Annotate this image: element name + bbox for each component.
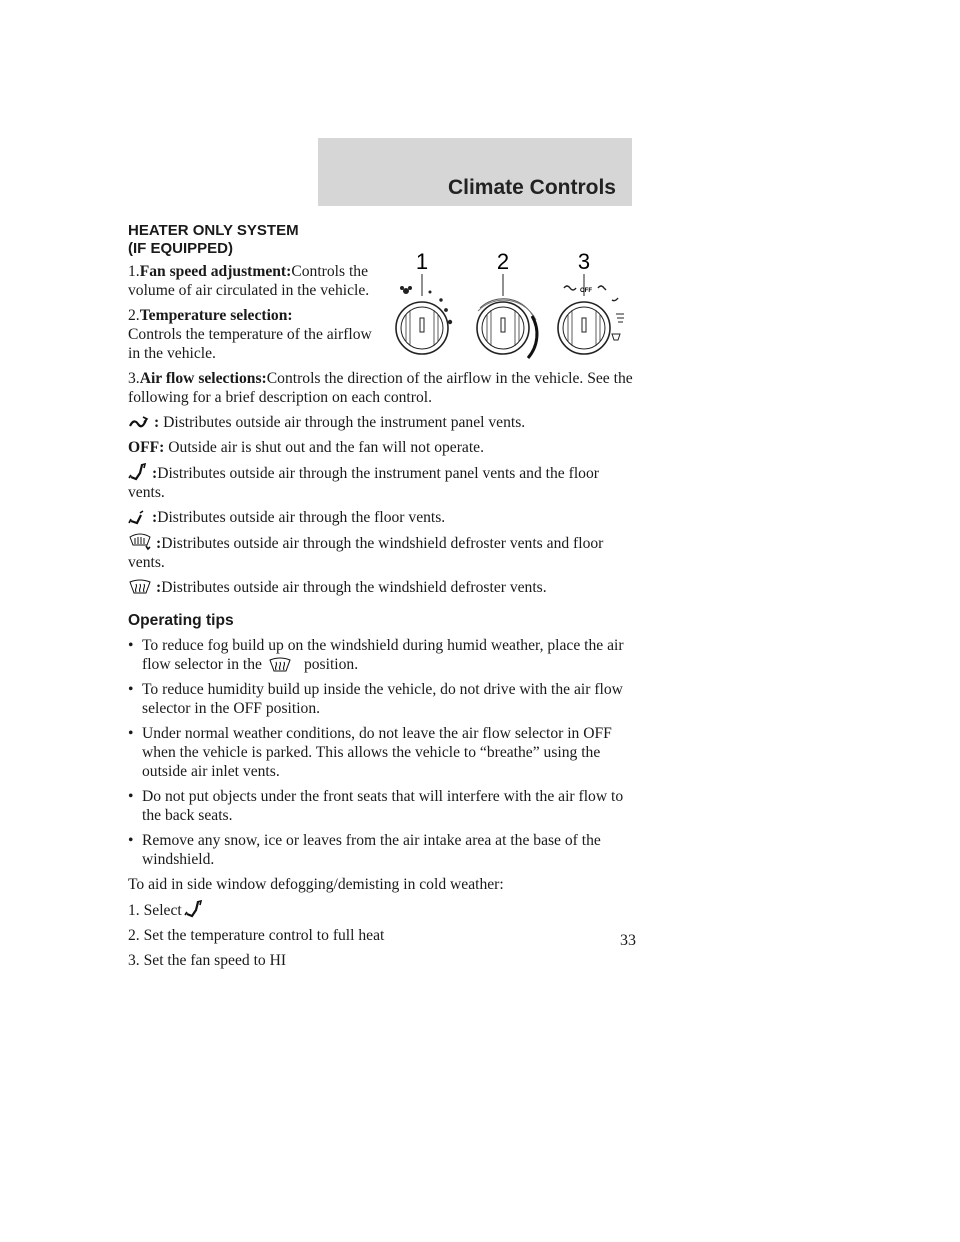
diagram-off-label: OFF [580,288,592,294]
bullet: • [128,681,134,698]
bullet: • [128,725,134,742]
control-item-1 [128,262,386,300]
airflow-mode-off [128,438,638,457]
diagram-label-3: 3 [577,249,591,274]
airflow-mode-label: OFF: [128,439,165,456]
control-item-3 [128,369,638,407]
floor-vent-icon [128,509,148,525]
control-num: 2. [128,307,140,324]
list-item [128,787,638,825]
defog-step-3: 3. Set the fan speed to HI [128,952,287,969]
airflow-mode-defrost-floor [128,533,638,572]
airflow-mode-label: : [152,509,158,526]
diagram-label-2: 2 [496,249,510,274]
airflow-mode-label: : [152,465,158,482]
operating-tips-heading: Operating tips [128,612,234,629]
defrost-icon [268,657,292,673]
tip-text: Do not put objects under the front seats that will interfere with the air flow to the back seats. [142,788,624,824]
defrost-floor-icon [128,533,152,551]
control-label: Temperature selection: [139,307,293,324]
panel-floor-vent-icon [128,463,148,481]
tip-text: To reduce humidity build up inside the vehicle, do not drive with the air flow selector in the OFF position. [142,681,623,717]
page-number: 33 [620,932,636,949]
airflow-mode-panel-floor [128,463,638,502]
control-text: Controls the direction of the airflow in the vehicle. See the following for a brief description on each control. [128,370,633,406]
header-band [318,138,632,206]
list-item [128,680,638,718]
defog-step-2: 2. Set the temperature control to full heat [128,927,385,944]
airflow-mode-text: Distributes outside air through the windshield defroster vents and floor vents. [128,535,604,571]
section-title-line1: HEATER ONLY SYSTEM [128,222,299,239]
control-text: Controls the temperature of the airflow in the vehicle. [128,326,372,362]
control-item-2 [128,306,386,363]
airflow-mode-text: Distributes outside air through the instrument panel vents and the floor vents. [128,465,599,501]
airflow-mode-label: : [154,414,160,431]
tip-text: Remove any snow, ice or leaves from the air intake area at the base of the windshield. [142,832,601,868]
defrost-icon [128,579,152,595]
main-content [128,222,638,976]
diagram-label-1: 1 [415,249,429,274]
airflow-mode-floor [128,508,638,527]
control-num: 1. [128,263,140,280]
list-item [128,636,638,674]
intro-column [128,222,386,363]
defog-step-1 [128,900,638,920]
control-text: Controls the volume of air circulated in the vehicle. [128,263,370,299]
control-label: Fan speed adjustment: [139,263,292,280]
defog-intro: To aid in side window defogging/demisting in cold weather: [128,876,504,893]
control-label: Air flow selections: [139,370,267,387]
page-header-title: Climate Controls [447,176,616,199]
airflow-mode-text: Distributes outside air through the instrument panel vents. [163,414,526,431]
tip-text: Under normal weather conditions, do not leave the air flow selector in OFF when the vehicle is parked. This allows the vehicle to “breathe” using the outside air inlet vents. [142,725,612,780]
operating-tips-list [128,636,638,869]
bullet: • [128,832,134,849]
defog-step-text: 1. Select [128,902,182,919]
tip-text: To reduce fog build up on the windshield during humid weather, place the air flow selector in the [142,637,624,673]
list-item [128,724,638,781]
list-item [128,831,638,869]
airflow-mode-text: Distributes outside air through the floor vents. [157,509,446,526]
control-num: 3. [128,370,140,387]
airflow-mode-panel [128,413,638,432]
section-title-line2: (IF EQUIPPED) [128,240,234,257]
airflow-mode-text: Outside air is shut out and the fan will not operate. [168,439,484,456]
airflow-mode-text: Distributes outside air through the windshield defroster vents. [161,579,547,596]
panel-floor-vent-icon [184,900,204,918]
airflow-mode-label: : [156,535,162,552]
bullet: • [128,788,134,805]
tip-text-after: position. [303,656,359,673]
airflow-mode-defrost [128,578,638,597]
panel-vent-icon [128,414,150,430]
airflow-mode-label: : [156,579,162,596]
bullet: • [128,637,134,654]
